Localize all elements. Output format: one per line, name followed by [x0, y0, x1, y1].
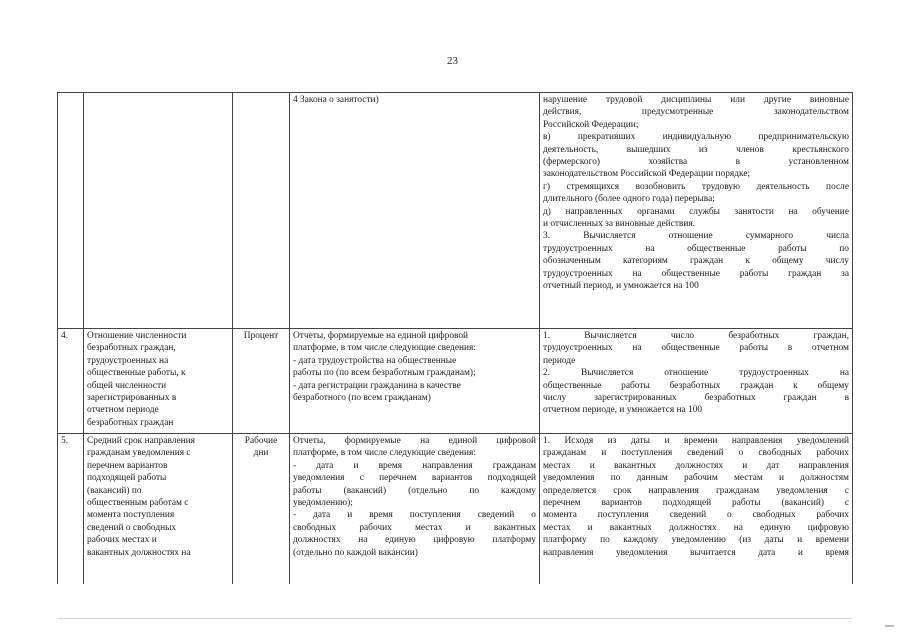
indicator-name-cell: [84, 434, 233, 585]
method-line: платформу по каждому уведомлению (из даты и времени: [543, 535, 849, 546]
source-cell: [290, 434, 540, 585]
method-line: трудоустроенных на общественные работы по: [543, 243, 849, 254]
source-line: - дата трудоустройства на общественные: [293, 355, 457, 366]
indicator-name-line: гражданам уведомления с: [87, 448, 191, 459]
indicator-name-line: подходящей работы: [87, 473, 167, 484]
indicator-name-line: перечнем вариантов: [87, 460, 168, 471]
method-line: числу зарегистрированных безработных граждан в: [543, 393, 849, 404]
source-line: работы по (по всем безработным гражданам);: [293, 368, 476, 379]
method-line: длительного (более одного года) перерыва;: [543, 194, 715, 205]
source-line: Отчеты, формируемые на единой цифровой: [293, 436, 536, 446]
source-line: - дата и время направления гражданам: [293, 460, 536, 471]
method-line: отчетный период, и умножается на 100: [543, 281, 699, 292]
unit-line: дни: [253, 448, 269, 459]
source-cell: [290, 329, 540, 434]
row-number-cell: 4.: [58, 329, 84, 434]
method-line: 2. Вычисляется отношение трудоустроенных на: [543, 368, 849, 379]
method-line: в) прекративших индивидуальную предпринимательскую: [543, 132, 849, 143]
indicator-name-cell: [84, 93, 233, 329]
unit-cell: [233, 434, 290, 585]
source-line: платформе, в том числе следующие сведения:: [293, 343, 476, 354]
indicator-name-line: безработных граждан: [87, 417, 174, 428]
indicator-name-line: общественным работам с: [87, 498, 189, 509]
method-line: обозначенным категориям граждан к общему числу: [543, 256, 849, 267]
row-number-cell: [58, 93, 84, 329]
table-row: [58, 93, 853, 329]
source-line: - дата регистрации гражданина в качестве: [293, 380, 461, 391]
indicator-name-line: общей численности: [87, 380, 167, 391]
method-cell: [540, 93, 853, 329]
indicator-name-line: Средний срок направления: [87, 436, 195, 446]
indicator-name-cell: [84, 329, 233, 434]
method-line: периоде: [543, 355, 576, 366]
indicator-name-line: безработных граждан,: [87, 343, 176, 354]
method-cell: [540, 329, 853, 434]
method-line: трудоустроенных на общественные работы в отчетном: [543, 343, 849, 354]
method-line: 1. Исходя из даты и времени направления уведомлений: [543, 436, 849, 446]
method-line: д) направленных органами службы занятости на обучение: [543, 206, 849, 217]
method-line: 1. Вычисляется число безработных граждан,: [543, 331, 849, 341]
source-line: безработного (по всем гражданам): [293, 393, 431, 404]
indicator-name-line: зарегистрированных в: [87, 393, 177, 404]
method-line: трудоустроенных на общественные работы граждан за: [543, 268, 849, 279]
method-line: (фермерского) хозяйства в установленном: [543, 157, 849, 168]
indicators-table: [57, 92, 853, 584]
method-line: определяется срок направления гражданам уведомления с: [543, 485, 849, 496]
source-line: - дата и время поступления сведений о: [293, 510, 536, 521]
method-line: местах и вакантных должностях и дат направления: [543, 460, 849, 471]
method-line: действия, предусмотренные законодательством: [543, 107, 849, 118]
method-line: направления уведомления вычитается дата и время: [543, 547, 849, 558]
method-line: деятельность, вышедших из членов крестьянского: [543, 144, 849, 155]
source-line: Отчеты, формируемые на единой цифровой: [293, 331, 469, 341]
indicator-name-line: отчетном периоде: [87, 405, 159, 416]
scan-edge-line: [57, 618, 852, 619]
source-cell: [290, 93, 540, 329]
indicator-name-line: трудоустроенных на: [87, 355, 169, 366]
indicator-name-line: Отношение численности: [87, 331, 187, 341]
indicator-name-line: (вакансий) по: [87, 485, 142, 496]
method-line: нарушение трудовой дисциплины или другие виновные: [543, 95, 849, 105]
method-line: и отчисленных за виновные действия.: [543, 219, 696, 230]
source-line: 4 Закона о занятости): [293, 95, 379, 105]
row-number-cell: 5.: [58, 434, 84, 585]
method-line: гражданам и поступления сведений о свободных рабочих: [543, 448, 849, 459]
unit-cell: [233, 93, 290, 329]
method-line: момента поступления сведений о свободных рабочих: [543, 510, 849, 521]
method-line: перечнем вариантов подходящей работы (вакансий) с: [543, 498, 849, 509]
table-row: [58, 434, 853, 585]
source-line: работы (вакансий) (отдельно по каждому: [293, 485, 536, 496]
unit-line: Процент: [243, 331, 279, 341]
method-line: отчетном периоде, и умножается на 100: [543, 405, 703, 416]
unit-cell: [233, 329, 290, 434]
source-line: должностях на единую цифровую платформу: [293, 535, 536, 546]
source-line: (отдельно по каждой вакансии): [293, 547, 418, 558]
indicator-name-line: момента поступления: [87, 510, 175, 521]
method-line: 3. Вычисляется отношение суммарного числа: [543, 231, 849, 242]
indicator-name-line: общественные работы, к: [87, 368, 186, 379]
indicator-name-line: вакантных должностях на: [87, 547, 191, 558]
method-line: г) стремящихся возобновить трудовую деятельность после: [543, 181, 849, 192]
method-cell: [540, 434, 853, 585]
page-number: 23: [447, 55, 458, 67]
method-line: уведомления по данным рабочим местам и должностям: [543, 473, 849, 484]
method-line: Российской Федерации;: [543, 119, 639, 130]
method-line: законодательством Российской Федерации порядке;: [543, 169, 751, 180]
table-row: [58, 329, 853, 434]
indicator-name-line: сведений о свободных: [87, 522, 177, 533]
source-line: свободных рабочих местах и вакантных: [293, 522, 536, 533]
indicator-name-line: рабочих местах и: [87, 535, 157, 546]
source-line: платформе, в том числе следующие сведения:: [293, 448, 476, 459]
unit-line: Рабочие: [244, 436, 278, 446]
source-line: уведомления с перечнем вариантов подходящей: [293, 473, 536, 484]
scan-artifact: [885, 625, 894, 627]
method-line: местах и вакантных должностях на единую цифровую: [543, 522, 849, 533]
source-line: уведомлению);: [293, 498, 353, 509]
method-line: общественные работы безработных граждан к общему: [543, 380, 849, 391]
